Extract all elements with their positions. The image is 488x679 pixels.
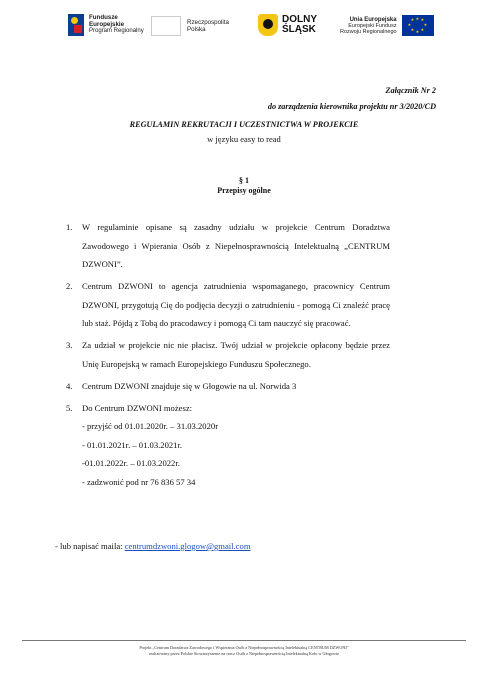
polish-flag-icon <box>151 16 181 36</box>
contact-line <box>55 541 251 551</box>
fe-line1: Fundusze <box>89 14 118 22</box>
regulations-list <box>66 218 390 491</box>
item-number: 3. <box>66 340 73 350</box>
item-text: Za udział w projekcie nic nie płacisz. Twój udział w projekcie opłacony będzie przez Unię Europejską w ramach Europejskiego Funduszu Społecznego. <box>82 340 390 369</box>
item-text: Do Centrum DZWONI możesz: <box>82 402 193 413</box>
list-item <box>66 218 390 274</box>
footer-line1: Projekt „Centrum Doradztwa Zawodowego i Wspierania Osób z Niepełnosprawnością Intelektualną CENTRUM DZWONI” <box>139 645 349 650</box>
fe-line2: Europejskie <box>89 20 125 28</box>
sub-item: - przyjść od 01.01.2020r. – 31.03.2020r <box>82 421 219 431</box>
footer-divider <box>22 640 466 641</box>
fe-line3: Program Regionalny <box>89 28 144 35</box>
ds-line2: ŚLĄSK <box>282 24 316 35</box>
logo-bar <box>0 14 488 44</box>
contact-prefix: - lub napisać maila: <box>55 541 125 551</box>
item-text: Centrum DZWONI to agencja zatrudnienia wspomaganego, pracownicy Centrum DZWONI, przygotują Cię do podjęcia decyzji o zatrudnieniu - pomogą Ci znaleźć pracę lub staż. Pójdą z Tobą do pracodawcy i pomogą Ci tam nauczyć się pracować. <box>82 281 390 328</box>
fundusze-europejskie-logo <box>68 14 144 36</box>
item-number: 2. <box>66 281 73 291</box>
sub-item: -01.01.2022r. – 01.03.2022r. <box>82 458 180 468</box>
sub-item: - zadzwonić pod nr 76 836 57 34 <box>82 476 196 487</box>
dolny-slask-logo <box>258 14 317 36</box>
document-title: REGULAMIN REKRUTACJI I UCZESTNICTWA W PROJEKCIE <box>129 120 359 129</box>
rp-line1: Rzeczpospolita <box>187 19 229 26</box>
dolny-slask-crest-icon <box>258 14 278 36</box>
section-number: § 1 <box>239 176 249 185</box>
rp-line2: Polska <box>187 26 206 33</box>
ds-line1: DOLNY <box>282 14 317 25</box>
footer-line2: realizowany przez Polskie Stowarzyszenie na rzecz Osób z Niepełnosprawnością Intelektualną Koło w Głogowie <box>149 650 339 656</box>
footer <box>0 645 488 656</box>
item-text: W regulaminie opisane są zasadny udziału w projekcie Centrum Doradztwa Zawodowego i Wpierania Osób z Niepełnosprawnością Intelektualną „CENTRUM DZWONI”. <box>82 222 390 269</box>
sub-item: - 01.01.2021r. – 01.03.2021r. <box>82 439 183 450</box>
document-subtitle: w języku easy to read <box>207 134 281 144</box>
email-link[interactable]: centrumdzwoni.glogow@gmail.com <box>124 541 251 551</box>
item-number: 5. <box>66 402 73 413</box>
ue-line3: Rozwoju Regionalnego <box>340 28 397 35</box>
list-item <box>66 277 390 333</box>
section-title: Przepisy ogólne <box>217 186 271 195</box>
list-item <box>66 377 390 396</box>
annex-label: Załącznik Nr 2 <box>385 86 436 95</box>
item-number: 1. <box>66 222 73 232</box>
ue-line1: Unia Europejska <box>349 16 397 23</box>
list-item <box>66 399 390 418</box>
list-item <box>66 336 390 373</box>
rzeczpospolita-logo <box>151 16 229 36</box>
fe-emblem-icon <box>68 14 84 36</box>
eu-flag-icon: ★ ★ ★ ★ ★ ★ ★ ★ <box>402 15 434 36</box>
unia-europejska-logo <box>340 15 434 36</box>
item-number: 4. <box>66 380 73 391</box>
order-reference: do zarządzenia kierownika projektu nr 3/2020/CD <box>267 102 436 111</box>
ue-line2: Europejski Fundusz <box>348 22 397 29</box>
item-text: Centrum DZWONI znajduje się w Głogowie na ul. Norwida 3 <box>82 380 297 391</box>
